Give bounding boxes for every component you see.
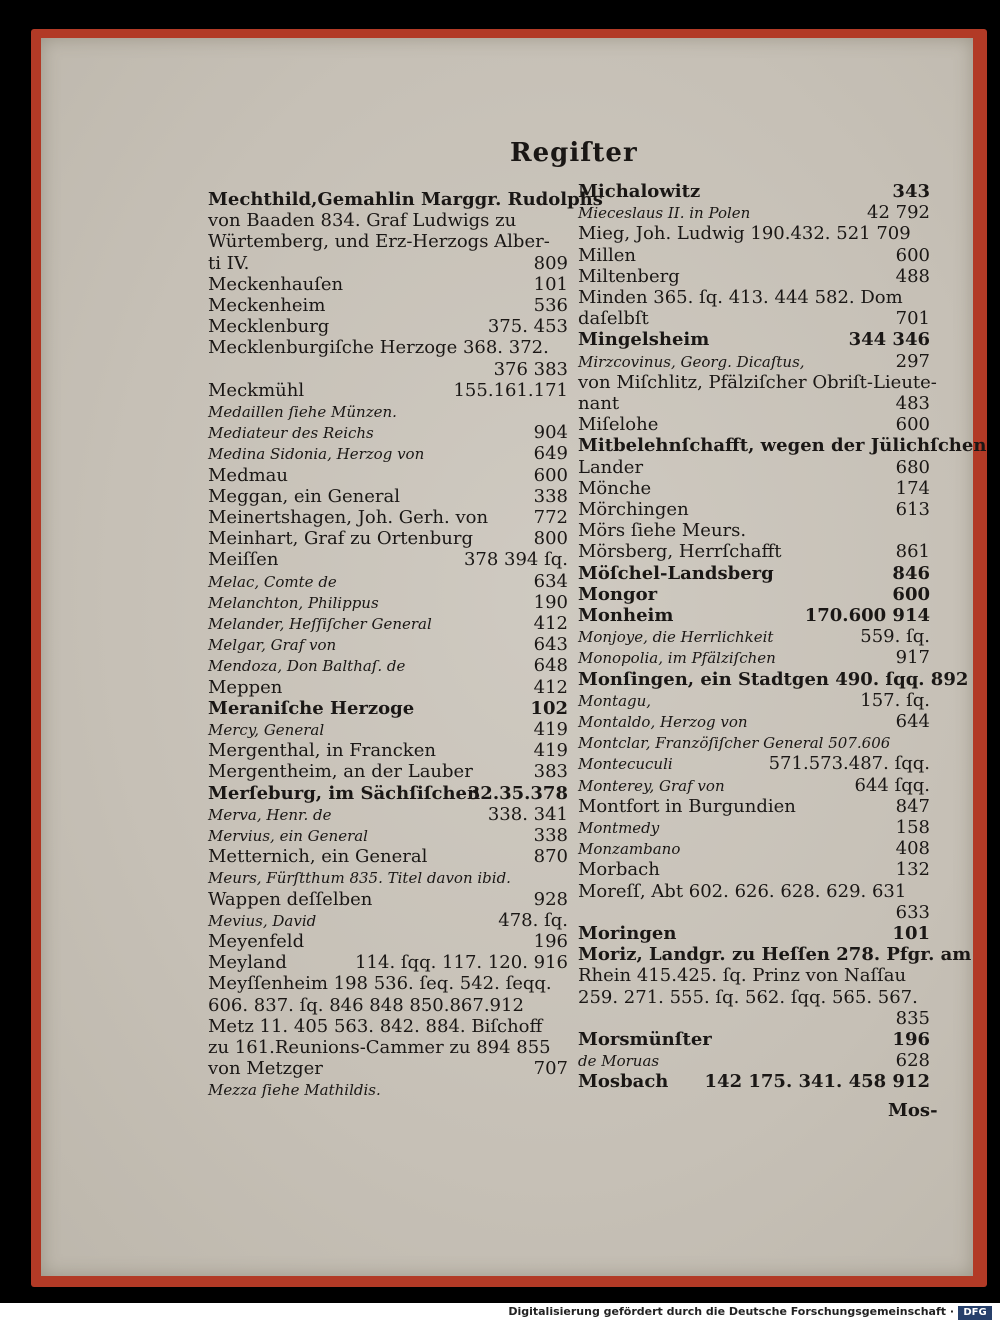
entry-text: Rhein 415.425. ſq. Prinz von Naſſau	[578, 965, 907, 987]
entry-text: Mitbelehnſchafft, wegen der Jülichſchen	[578, 435, 987, 457]
entry-text: Medmau	[208, 464, 288, 486]
entry-text: Montmedy	[578, 819, 660, 837]
index-entry	[208, 593, 568, 613]
entry-text: Mirzcovinus, Georg. Dicaſtus,	[578, 352, 805, 371]
entry-text: Monheim	[578, 605, 674, 626]
index-entry	[208, 360, 568, 380]
entry-page-numbers: 32.35.378	[467, 782, 568, 804]
index-entry	[578, 352, 930, 372]
entry-text: Meggan, ein General	[208, 485, 400, 507]
entry-page-numbers: 157. ſq.	[860, 689, 930, 711]
entry-page-numbers: 600	[895, 244, 930, 266]
entry-page-numbers: 419	[533, 740, 568, 762]
entry-text: Lander	[578, 456, 644, 478]
index-entry	[208, 381, 568, 401]
entry-text: Monopolia, im Pfälziſchen	[578, 649, 776, 668]
index-entry	[578, 394, 930, 414]
index-entry	[578, 944, 972, 966]
entry-text: Mingelsheim	[578, 329, 710, 351]
index-entry	[208, 254, 568, 274]
dfg-logo: DFG	[958, 1306, 992, 1320]
entry-text: Millen	[578, 244, 636, 266]
entry-page-numbers: 600	[533, 464, 568, 486]
entry-text: ti IV.	[208, 252, 250, 274]
entry-text: Montfort in Burgundien	[578, 795, 796, 817]
entry-page-numbers: 338	[533, 485, 568, 507]
entry-text: Montaldo, Herzog von	[578, 713, 748, 731]
index-entry	[208, 232, 568, 252]
index-entry	[208, 529, 568, 549]
entry-page-numbers: 644 ſqq.	[854, 774, 930, 796]
entry-text: Meinertshagen, Joh. Gerh. von	[208, 507, 489, 528]
entry-page-numbers: 488	[895, 265, 930, 287]
entry-text: Mevius, David	[208, 911, 317, 930]
index-entry	[578, 330, 930, 350]
index-entry	[578, 691, 930, 711]
catchword: Mos-	[888, 1100, 938, 1121]
entry-text: Morbach	[578, 859, 660, 881]
index-entry	[578, 521, 930, 541]
index-entry	[208, 211, 568, 231]
entry-text: Montagu,	[578, 691, 652, 710]
entry-page-numbers: 196	[533, 931, 568, 952]
entry-text: zu 161.Reunions-Cammer zu 894 855	[208, 1037, 551, 1058]
entry-page-numbers: 412	[533, 613, 568, 634]
entry-page-numbers: 835	[895, 1007, 930, 1029]
entry-page-numbers: 648	[533, 655, 568, 677]
entry-text: Mediateur des Reichs	[208, 424, 374, 443]
index-entry	[578, 966, 930, 986]
index-entry	[208, 402, 568, 422]
entry-text: 606. 837. ſq. 846 848 850.867.912	[208, 994, 524, 1016]
entry-page-numbers: 376 383	[493, 358, 568, 380]
index-entry	[578, 839, 930, 859]
index-entry	[578, 224, 930, 244]
index-entry	[578, 500, 930, 520]
entry-page-numbers: 42 792	[867, 202, 930, 224]
entry-page-numbers: 628	[895, 1050, 930, 1072]
entry-page-numbers: 375. 453	[487, 316, 568, 338]
entry-text: Meckenheim	[208, 295, 326, 316]
index-entry	[578, 606, 930, 626]
entry-text: Meckenhauſen	[208, 273, 344, 295]
index-entry	[578, 776, 930, 796]
entry-page-numbers: 649	[533, 443, 568, 465]
entry-page-numbers: 101	[533, 273, 568, 295]
entry-text: Meckmühl	[208, 379, 305, 401]
index-entry	[208, 550, 568, 570]
index-entry	[578, 246, 930, 266]
index-entry	[208, 572, 568, 592]
entry-text: Mergenthal, in Francken	[208, 740, 436, 762]
entry-text: Miſelohe	[578, 414, 659, 436]
entry-page-numbers: 338. 341	[487, 803, 568, 825]
entry-text: Monterey, Graf von	[578, 776, 725, 795]
entry-text: Merſeburg, im Sächſiſchen	[208, 782, 481, 804]
entry-text: daſelbſt	[578, 308, 649, 330]
footer-credit: Digitalisierung gefördert durch die Deutsche Forschungsgemeinschaft ·	[508, 1305, 954, 1318]
index-entry	[578, 924, 930, 944]
entry-text: Miltenberg	[578, 265, 680, 287]
entry-page-numbers: 170.600 914	[804, 605, 930, 626]
index-entry	[578, 733, 930, 753]
index-entry	[578, 627, 930, 647]
page-header: Regiſter	[510, 138, 638, 168]
index-entry	[208, 656, 568, 676]
entry-page-numbers: 101	[892, 923, 930, 944]
entry-page-numbers: 644	[895, 711, 930, 732]
index-entry	[208, 317, 568, 337]
index-entry	[578, 1030, 930, 1050]
entry-page-numbers: 559. ſq.	[860, 626, 930, 648]
entry-text: Mechthild,Gemahlin Marggr. Rudolphs	[208, 189, 603, 210]
index-entry	[578, 1051, 930, 1071]
entry-text: de Moruas	[578, 1052, 660, 1071]
entry-text: Merva, Henr. de	[208, 805, 332, 824]
entry-text: nant	[578, 393, 620, 414]
index-entry	[208, 635, 568, 655]
entry-text: Melanchton, Philippus	[208, 593, 379, 612]
index-entry	[208, 1080, 568, 1100]
index-entry	[208, 189, 603, 210]
entry-text: Mezza ſiehe Mathildis.	[208, 1081, 381, 1100]
entry-page-numbers: 917	[895, 647, 930, 669]
index-entry	[578, 860, 930, 880]
index-entry	[208, 762, 568, 782]
entry-text: von Baaden 834. Graf Ludwigs zu	[208, 210, 517, 232]
index-entry	[208, 699, 568, 719]
index-entry	[208, 466, 568, 486]
entry-page-numbers: 102	[530, 697, 568, 719]
index-entry	[578, 882, 930, 902]
entry-page-numbers: 800	[533, 528, 568, 550]
index-entry	[208, 996, 568, 1016]
index-entry	[208, 890, 568, 910]
entry-text: Metternich, ein General	[208, 846, 428, 868]
entry-text: Meyſſenheim 198 536. ſeq. 542. ſeqq.	[208, 973, 552, 995]
index-entry	[208, 826, 568, 846]
entry-page-numbers: 707	[533, 1058, 568, 1080]
entry-text: Mongor	[578, 583, 658, 605]
index-entry	[578, 288, 930, 308]
index-entry	[208, 784, 568, 804]
entry-page-numbers: 343	[892, 181, 930, 202]
entry-page-numbers: 196	[892, 1029, 930, 1050]
index-entry	[208, 720, 568, 740]
entry-text: Montclar, Franzöſiſcher General 507.606	[578, 734, 891, 753]
entry-text: Mecklenburgiſche Herzoge 368. 372.	[208, 337, 549, 359]
entry-text: Mieceslaus II. in Polen	[578, 204, 751, 223]
entry-text: Meiſſen	[208, 549, 279, 571]
index-entry	[578, 818, 930, 838]
entry-page-numbers: 600	[892, 583, 930, 605]
entry-page-numbers: 412	[533, 676, 568, 698]
entry-page-numbers: 174	[895, 477, 930, 499]
entry-text: Meyenfeld	[208, 931, 305, 952]
entry-text: Montecuculi	[578, 755, 673, 774]
index-entry	[208, 847, 568, 867]
entry-text: Meppen	[208, 676, 283, 698]
index-entry	[578, 203, 930, 223]
entry-page-numbers: 344 346	[848, 329, 930, 351]
index-entry	[578, 458, 930, 478]
index-entry	[208, 1059, 568, 1079]
index-entry	[578, 1072, 930, 1092]
index-entry	[208, 868, 568, 888]
entry-page-numbers: 158	[895, 817, 930, 838]
entry-page-numbers: 634	[533, 570, 568, 592]
index-entry	[578, 1009, 930, 1029]
entry-text: Melander, Heſſiſcher General	[208, 615, 432, 633]
index-entry	[208, 953, 568, 973]
index-entry	[578, 542, 930, 562]
index-entry	[208, 508, 568, 528]
entry-text: Meraniſche Herzoge	[208, 697, 415, 719]
entry-text: Mergentheim, an der Lauber	[208, 761, 473, 783]
index-entry	[208, 296, 568, 316]
index-entry	[208, 974, 568, 994]
entry-text: Wappen deſſelben	[208, 888, 373, 910]
entry-text: Mieg, Joh. Ludwig 190.432. 521 709	[578, 223, 911, 245]
index-entry	[578, 648, 930, 668]
entry-text: Moringen	[578, 923, 677, 944]
entry-text: Mendoza, Don Balthaſ. de	[208, 657, 406, 676]
entry-page-numbers: 680	[895, 456, 930, 478]
entry-text: Mosbach	[578, 1071, 669, 1093]
index-entry	[578, 564, 930, 584]
entry-page-numbers: 701	[895, 308, 930, 330]
index-entry	[208, 1038, 568, 1058]
entry-text: Metz 11. 405 563. 842. 884. Biſchoff	[208, 1015, 543, 1037]
index-entry	[578, 754, 930, 774]
entry-page-numbers: 846	[892, 562, 930, 584]
index-entry	[578, 903, 930, 923]
entry-page-numbers: 338	[533, 825, 568, 846]
entry-text: Medaillen ſiehe Münzen.	[208, 403, 397, 421]
index-entry	[208, 678, 568, 698]
entry-text: von Miſchlitz, Pfälziſcher Obriſt-Lieute-	[578, 371, 937, 393]
index-entry	[208, 1017, 568, 1037]
index-entry	[578, 371, 937, 393]
entry-text: 259. 271. 555. ſq. 562. ſqq. 565. 567.	[578, 986, 918, 1008]
entry-text: Moriz, Landgr. zu Heſſen 278. Pfgr. am	[578, 944, 972, 966]
entry-page-numbers: 772	[533, 507, 568, 528]
entry-text: Meurs, Fürſtthum 835. Titel davon ibid.	[208, 869, 511, 888]
entry-page-numbers: 132	[895, 859, 930, 881]
index-entry	[208, 911, 568, 931]
entry-page-numbers: 613	[895, 499, 930, 520]
index-entry	[578, 435, 987, 457]
index-entry	[578, 668, 969, 690]
index-entry	[578, 988, 930, 1008]
entry-text: Monſingen, ein Stadtgen 490. ſqq. 892	[578, 668, 969, 690]
entry-text: Mönche	[578, 477, 652, 499]
entry-page-numbers: 536	[533, 295, 568, 316]
entry-text: Mecklenburg	[208, 316, 330, 338]
entry-text: von Metzger	[208, 1058, 323, 1080]
entry-text: Melgar, Graf von	[208, 636, 337, 655]
index-entry	[578, 479, 930, 499]
entry-text: Mörsberg, Herrſchafft	[578, 541, 782, 563]
entry-text: Monjoye, die Herrlichkeit	[578, 628, 774, 647]
entry-text: Meyland	[208, 952, 287, 974]
entry-page-numbers: 928	[533, 888, 568, 910]
entry-page-numbers: 408	[895, 838, 930, 860]
entry-page-numbers: 571.573.487. ſqq.	[768, 753, 930, 775]
index-entry	[208, 932, 568, 952]
index-entry	[208, 614, 568, 634]
entry-text: Mörs ſiehe Meurs.	[578, 520, 747, 542]
entry-text: Mörchingen	[578, 499, 689, 520]
index-entry	[578, 797, 930, 817]
entry-text: Möſchel-Landsberg	[578, 562, 774, 584]
entry-page-numbers: 870	[533, 846, 568, 868]
entry-page-numbers: 114. ſqq. 117. 120. 916	[355, 952, 568, 974]
entry-page-numbers: 847	[895, 795, 930, 817]
entry-page-numbers: 633	[895, 901, 930, 923]
entry-page-numbers: 297	[895, 350, 930, 372]
index-entry	[578, 585, 930, 605]
entry-text: Meinhart, Graf zu Ortenburg	[208, 528, 474, 550]
entry-page-numbers: 419	[533, 719, 568, 740]
index-entry	[208, 444, 568, 464]
entry-page-numbers: 155.161.171	[453, 379, 568, 401]
index-entry	[578, 267, 930, 287]
entry-page-numbers: 383	[533, 761, 568, 783]
entry-text: Morsmünſter	[578, 1029, 712, 1050]
entry-page-numbers: 483	[895, 393, 930, 414]
entry-text: Würtemberg, und Erz-Herzogs Alber-	[208, 231, 550, 253]
index-entry	[208, 741, 568, 761]
index-entry	[578, 415, 930, 435]
entry-page-numbers: 378 394 ſq.	[463, 549, 568, 571]
entry-text: Melac, Comte de	[208, 572, 337, 591]
entry-text: Michalowitz	[578, 181, 701, 202]
entry-text: Monzambano	[578, 840, 681, 859]
entry-text: Mervius, ein General	[208, 827, 368, 845]
index-entry	[578, 309, 930, 329]
entry-text: Moreſſ, Abt 602. 626. 628. 629. 631	[578, 880, 907, 902]
index-entry	[208, 487, 568, 507]
index-entry	[208, 423, 568, 443]
index-entry	[208, 275, 568, 295]
entry-page-numbers: 643	[533, 634, 568, 656]
entry-text: Mercy, General	[208, 721, 325, 739]
entry-page-numbers: 142 175. 341. 458 912	[704, 1071, 930, 1093]
index-entry	[578, 182, 930, 202]
entry-page-numbers: 904	[533, 422, 568, 444]
index-entry	[578, 712, 930, 732]
entry-page-numbers: 809	[533, 252, 568, 274]
entry-text: Medina Sidonia, Herzog von	[208, 445, 425, 464]
entry-page-numbers: 478. ſq.	[498, 909, 568, 931]
entry-page-numbers: 600	[895, 414, 930, 436]
entry-page-numbers: 190	[533, 591, 568, 613]
entry-page-numbers: 861	[895, 541, 930, 563]
index-entry	[208, 805, 568, 825]
digitization-footer	[0, 1303, 1000, 1323]
index-entry	[208, 338, 568, 358]
entry-text: Minden 365. ſq. 413. 444 582. Dom	[578, 287, 903, 308]
